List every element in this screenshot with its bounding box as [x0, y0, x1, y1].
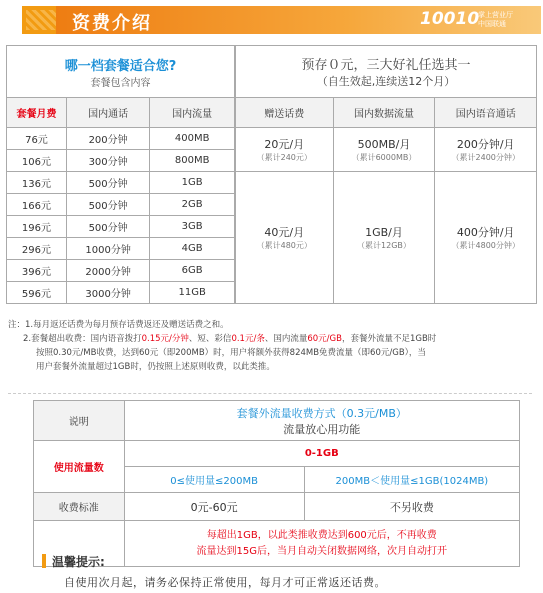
note-data-rate: 60元/GB: [307, 334, 342, 344]
overage-warning-line-1: 每超出1GB，以此类推收费达到600元后，不再收费: [206, 529, 437, 541]
plan-question-sub: 套餐包含内容: [90, 77, 151, 89]
label-usage: 使用流量数: [34, 441, 125, 493]
plan-voice: 500分钟: [66, 216, 149, 238]
usage-range: 0-1GB: [124, 441, 519, 467]
table-row: [7, 172, 235, 194]
table-row: [7, 238, 235, 260]
plan-data: 3GB: [150, 216, 235, 238]
label-fee: 收费标准: [34, 493, 125, 521]
plan-data: 1GB: [150, 172, 235, 194]
tier1-fee-total: （累计240元）: [256, 153, 312, 162]
note-line-4: 用户套餐外流量超过1GB时，仍按照上述原则收费，以此类推。: [36, 362, 275, 372]
section-divider: [8, 393, 532, 394]
plan-voice: 1000分钟: [66, 238, 149, 260]
plan-data: 800MB: [150, 150, 235, 172]
plan-fee: 196元: [7, 216, 67, 238]
col-gift-data: 国内数据流量: [333, 98, 435, 128]
table-row: [7, 150, 235, 172]
promo-headline-cell: [236, 46, 537, 98]
plan-data: 6GB: [150, 260, 235, 282]
plan-fee: 296元: [7, 238, 67, 260]
promo-headline: 预存０元，三大好礼任选其一: [301, 58, 471, 73]
overage-warning-cell: [124, 521, 519, 567]
usage-high: 200MB＜使用量≤1GB(1024MB): [304, 467, 519, 493]
tip-accent-bar: [42, 554, 46, 568]
plan-question: 哪一档套餐适合您?: [64, 58, 177, 74]
tier1-voice-total: （累计2400分钟）: [451, 153, 520, 162]
note-sms-rate: 0.1元/条: [231, 334, 265, 344]
note-line-2-c: 、短、彩信: [188, 334, 232, 344]
plan-fee: 596元: [7, 282, 67, 304]
page-title: 资费介绍: [72, 13, 152, 34]
plan-voice: 3000分钟: [66, 282, 149, 304]
plan-data: 4GB: [150, 238, 235, 260]
note-line-2-e: 、国内流量: [264, 334, 308, 344]
plan-fee: 166元: [7, 194, 67, 216]
plan-table-question-cell: [7, 46, 235, 98]
plan-fee: 106元: [7, 150, 67, 172]
note-voice-rate: 0.15元/分钟: [141, 334, 189, 344]
tip-title: 温馨提示:: [52, 555, 105, 569]
label-description: 说明: [34, 401, 125, 441]
fee-low: 0元-60元: [124, 493, 304, 521]
overage-desc-cell: [124, 401, 519, 441]
plan-data: 11GB: [150, 282, 235, 304]
tier1-data: 500MB/月: [357, 138, 411, 151]
tier1-voice-cell: [435, 128, 537, 172]
table-row: [7, 282, 235, 304]
plan-voice: 500分钟: [66, 172, 149, 194]
fee-high: 不另收费: [304, 493, 519, 521]
note-line-2-g: ，套餐外流量不足1GB时: [341, 334, 437, 344]
brand-logo-subtitle: 掌上营业厅 中国联通: [478, 11, 513, 28]
tier1-fee: 20元/月: [264, 138, 305, 151]
plan-fee: 136元: [7, 172, 67, 194]
tier2-voice-cell: [435, 172, 537, 304]
plan-fee: 76元: [7, 128, 67, 150]
overage-warning-line-2: 流量达到15G后，当月自动关闭数据网络，次月自动打开: [196, 545, 448, 557]
plan-voice: 300分钟: [66, 150, 149, 172]
overage-table: [33, 400, 520, 567]
table-row: [7, 216, 235, 238]
note-line-2: [23, 332, 436, 346]
tier1-fee-cell: [236, 128, 334, 172]
table-row: [7, 128, 235, 150]
table-row: [7, 194, 235, 216]
plan-voice: 500分钟: [66, 194, 149, 216]
tier2-fee-total: （累计480元）: [256, 241, 312, 250]
plan-voice: 200分钟: [66, 128, 149, 150]
col-gift-fee: 赠送话费: [236, 98, 334, 128]
plan-data: 400MB: [150, 128, 235, 150]
plan-table: [6, 45, 235, 304]
tier1-voice: 200分钟/月: [456, 138, 515, 151]
promo-tier-1-row: [236, 128, 537, 172]
table-row: [7, 260, 235, 282]
usage-low: 0≤使用量≤200MB: [124, 467, 304, 493]
header-banner: [0, 0, 543, 40]
tier2-data-total: （累计12GB）: [357, 241, 411, 250]
overage-desc-line-2: 流量放心用功能: [283, 422, 361, 436]
plan-voice: 2000分钟: [66, 260, 149, 282]
tier1-data-total: （累计6000MB）: [351, 153, 417, 162]
promo-table: [235, 45, 537, 304]
col-monthly-fee: 套餐月费: [7, 98, 67, 128]
col-data: 国内流量: [150, 98, 235, 128]
tier2-voice: 400分钟/月: [456, 226, 515, 239]
note-line-2-a: 2.套餐超出收费：国内语音拨打: [23, 334, 142, 344]
plan-data: 2GB: [150, 194, 235, 216]
brand-logo: 10010: [420, 9, 480, 29]
tier2-data: 1GB/月: [365, 226, 403, 239]
tip-body: 自使用次月起，请务必保持正常使用，每月才可正常返还话费。: [64, 576, 386, 589]
plan-fee: 396元: [7, 260, 67, 282]
col-voice: 国内通话: [66, 98, 149, 128]
promo-subline: （自生效起,连续送12个月）: [316, 75, 456, 88]
tier2-fee-cell: [236, 172, 334, 304]
col-gift-voice: 国内语音通话: [435, 98, 537, 128]
tier2-voice-total: （累计4800分钟）: [451, 241, 520, 250]
tier1-data-cell: [333, 128, 435, 172]
promo-tier-2-row: [236, 172, 537, 304]
note-line-1: 注：1.每月返还话费为每月预存话费返还及赠送话费之和。: [8, 320, 229, 330]
tier2-data-cell: [333, 172, 435, 304]
note-line-3: 按照0.30元/MB收费，达到60元（即200MB）时，用户将额外获得824MB免费流量（即60元/GB），当: [36, 348, 426, 358]
tier2-fee: 40元/月: [264, 226, 305, 239]
overage-desc-line-1: 套餐外流量收费方式（0.3元/MB）: [236, 406, 407, 420]
